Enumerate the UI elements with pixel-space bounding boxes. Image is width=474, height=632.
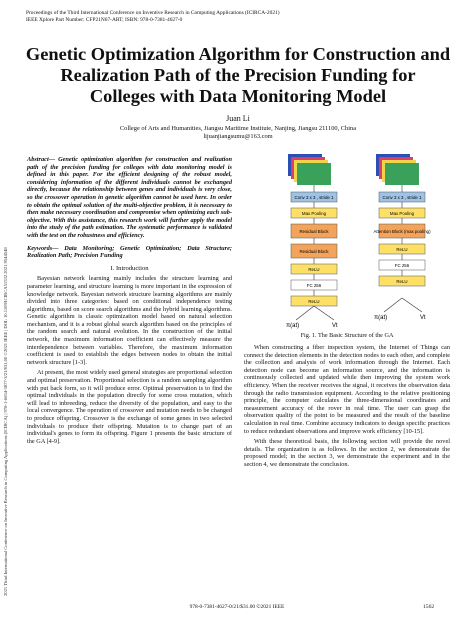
right-output-v: Vt <box>420 315 426 321</box>
left-block-label-6: ReLU <box>308 298 320 304</box>
paragraph: At present, the most widely used general strategies are proportional selection and optimal preservation. Proportional selection is a random sampling algorithm with put back form, so it will produce error. Optimal preservation is to find the optimal individuals in the population directly for some cross mutation, which will lead to inbreeding, reduce the diversity of the population, and easy to the local convergence. The operation of crossover and mutation needs to be changed to produce offspring. Crossover is the exchange of some genes in two selected individuals to produce their offspring. Mutation is to change part of an individual's genes to form its offspring. Figure 1 presents the basic structure of the GA [4-9]. <box>27 369 232 445</box>
header-line-1: Proceedings of the Third International Conference on Inventive Research in Computing Applications (ICIRCA-2021) <box>26 10 280 16</box>
abstract: Abstract— Genetic optimization algorithm for construction and realization path of the precision funding for colleges with data monitoring model is defined in this paper. For the efficient designing of the robust model, considering information of the different individuals cannot be exchanged directly, because the relationship between genes and individuals is very close, so the crossover operation in genetic algorithm cannot be used here. In order to obtain the optimal solution of the multi-objective problem, it is necessary to then make necessary coordination and compromise when optimizing each sub-objective. With this assistance, this research work will further apply the model into the study of the path estimation. The systematic performance is validated with the test on the robustness and efficiency. <box>27 156 232 239</box>
paragraph: When constructing a fiber inspection system, the Internet of Things can connect the detection elements in the detection nodes to each other, and complete the collection and analysis of work information through the Internet. Each detection node can become an information source, and the information is continuously collected and updated while then improving the system work efficiency. When the receiver receives the signal, it receives the observation data through the radio transmission equipment. According to the relative positioning principle, the computer calculates the three-dimensional coordinates and measurement accuracy of the rover in real time. The user can grasp the observation quality of the point to be measured and the result of the baseline calculation in real time. Combine accuracy indicators to design specific practices to reduce redundant observations and improve work efficiency [10-15]. <box>244 344 450 435</box>
left-column <box>27 156 232 445</box>
input-stack-right <box>376 154 419 185</box>
right-block-label-0: Conv 3 x 3 , stride 1 <box>382 194 422 200</box>
footer-copyright: 978-0-7381-4627-0/21/$31.00 ©2021 IEEE <box>189 604 285 610</box>
header-line-2: IEEE Xplore Part Number: CFP21N67-ART; ISBN: 978-0-7381-4627-0 <box>26 17 183 23</box>
right-output-pi: π(at) <box>374 315 388 321</box>
left-output-pi: π(at) <box>286 323 300 329</box>
left-output-v: Vt <box>332 323 338 329</box>
conference-header <box>26 10 280 24</box>
page-number: 1562 <box>423 604 435 610</box>
paragraph: Bayesian network learning mainly includes the structure learning and parameter learning, and structure learning is more important in the expression of knowledge network. Bayesian network structure learning algorithms are mainly divided into three categories: based on conditional independence testing algorithms, based on score search algorithms and the hybrid learning algorithms. Genetic algorithm is classic optimization model based on natural selection mechanism, and it is a robust global search algorithm based on the principles of the random search and natural evolution. In the construction of the initial network, the maximum information coefficient can effectively measure the interdependence between variables. Therefore, the maximum information coefficient is used to establish the edges between nodes to obtain the initial network structure [1-3]. <box>27 275 232 366</box>
left-block-label-2: Residual Block <box>299 228 329 234</box>
right-block-label-2: Attention Block (max pooling) <box>373 228 431 234</box>
right-column <box>244 344 450 469</box>
keywords: Keywords— Data Monitoring; Genetic Optimization; Data Structure; Realization Path; Precision Funding <box>27 244 232 260</box>
right-block-label-5: ReLU <box>396 278 408 284</box>
left-block-label-0: Conv 3 x 3 , stride 1 <box>294 194 334 200</box>
left-block-label-1: Max Pooling <box>301 210 327 216</box>
author-name: Juan Li <box>226 114 250 123</box>
paragraph: With these theoretical basis, the following section will provide the novel details. The organization is as follows. In the section 2, we demonstrate the proposed model; in the section 3, we demonstrate the experiment and in the section 4, we demonstrate the conclusion. <box>244 438 450 468</box>
paper-title: Genetic Optimization Algorithm for Construction and Realization Path of the Precision Funding for Colleges with Data Monitoring Model <box>25 44 451 106</box>
right-block-label-1: Max Pooling <box>389 210 415 216</box>
author-email: lijuanjiangsumu@163.com <box>203 133 273 140</box>
figure-ga-structure <box>258 152 448 330</box>
author-affiliation: College of Arts and Humanities, Jiangsu Maritime Institute, Nanjing, Jiangsu 211100, China lijuanjiangsumu@163.com <box>18 125 458 141</box>
right-block-label-3: ReLU <box>396 246 408 252</box>
input-stack-left <box>288 154 331 185</box>
sidebar-doi: 2021 Third International Conference on Inventive Research in Computing Applications (ICIRCA) | 978-1-6654-3877-3/21/$31.00 ©2021 IEEE | DOI: 10.1109/ICIRCA51532.2021.9544548 <box>3 247 8 596</box>
figure-caption: Fig. 1. The Basic Structure of the GA <box>300 332 394 339</box>
right-block-label-4: FC 256 <box>394 262 410 268</box>
left-block-label-4: ReLU <box>308 266 320 272</box>
left-block-label-3: Residual Block <box>299 248 329 254</box>
section-heading-introduction: I. Introduction <box>110 264 149 272</box>
left-block-label-5: FC 256 <box>306 282 322 288</box>
